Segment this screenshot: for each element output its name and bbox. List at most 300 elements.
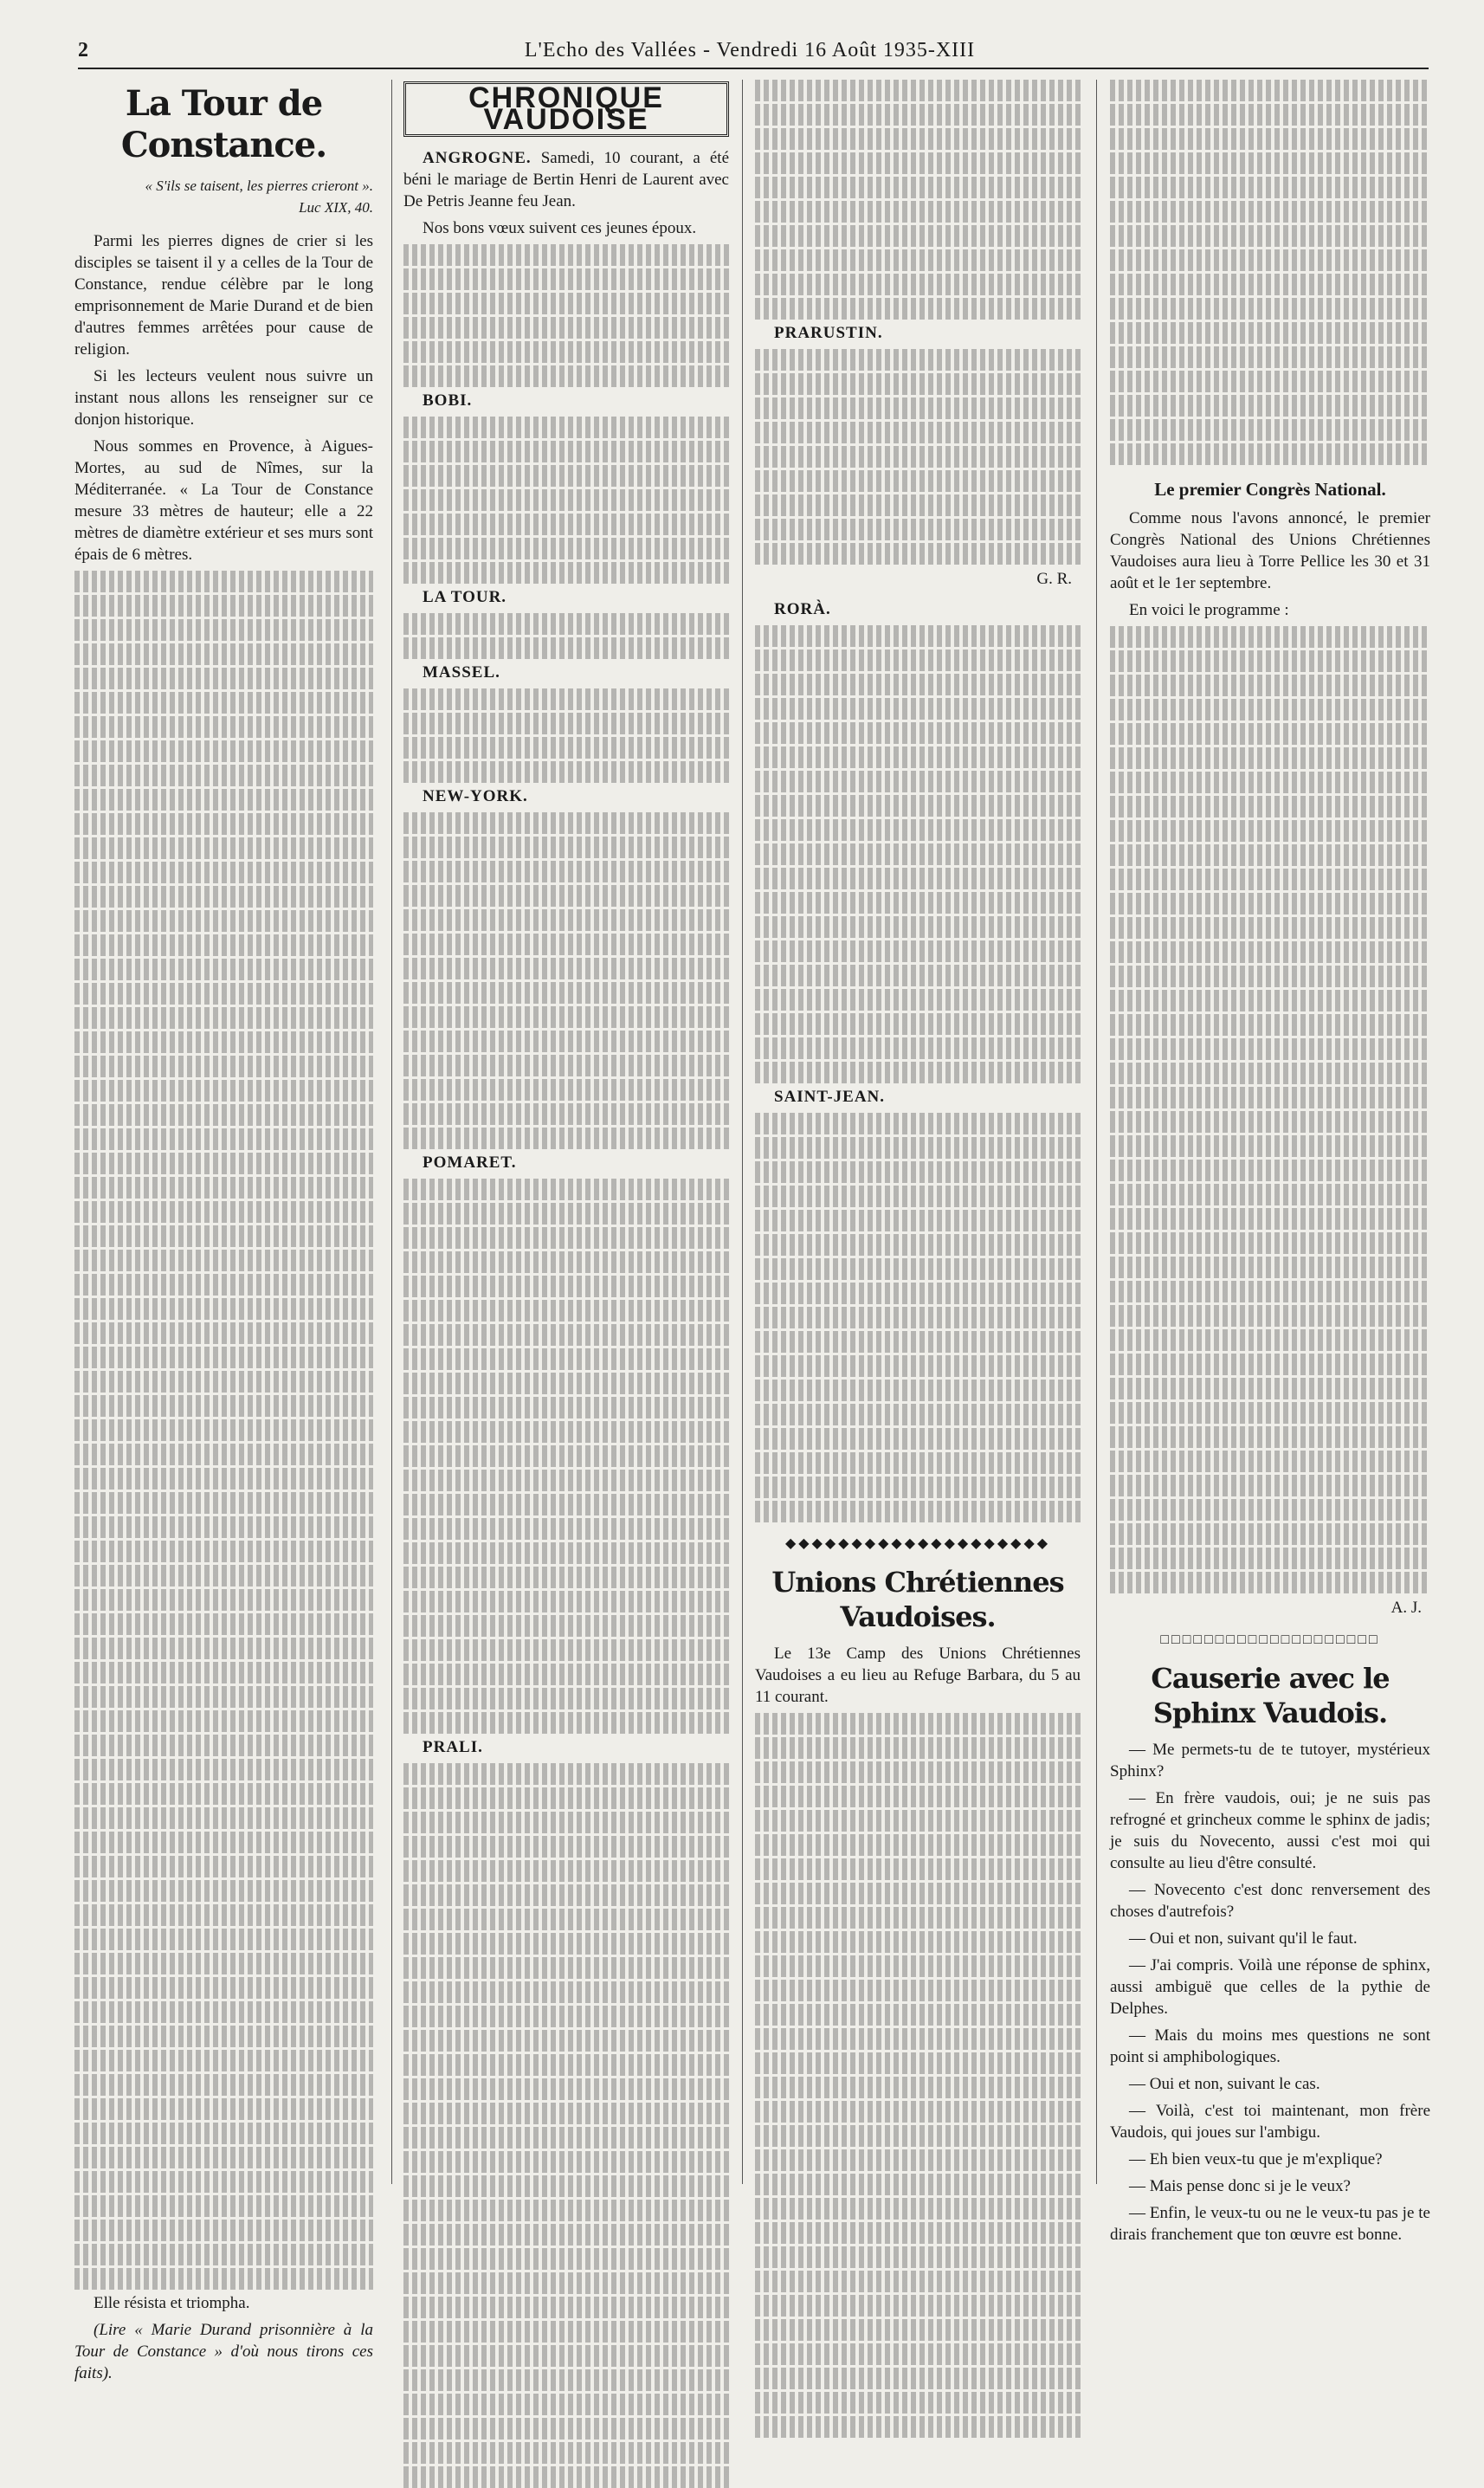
illegible-text-line <box>1110 796 1430 817</box>
illegible-text-line <box>755 843 1081 865</box>
illegible-text-line <box>755 1477 1081 1498</box>
place-name: PRALI. <box>423 1738 483 1756</box>
illegible-text-line <box>755 1907 1081 1929</box>
illegible-text-line <box>755 698 1081 720</box>
illegible-text-line <box>403 2321 729 2343</box>
illegible-text-line <box>74 1807 373 1829</box>
illegible-text-line <box>74 643 373 665</box>
illegible-text-line <box>403 1006 729 1028</box>
illegible-text-line <box>74 1080 373 1102</box>
illegible-text-line <box>403 1324 729 1346</box>
illegible-text-line <box>74 1516 373 1538</box>
illegible-text-line <box>74 765 373 786</box>
place-name: BOBI. <box>423 391 473 410</box>
illegible-text-line <box>1110 772 1430 793</box>
illegible-text-line <box>74 813 373 835</box>
illegible-text-line <box>403 1494 729 1515</box>
illegible-text-line <box>403 293 729 314</box>
illegible-text-line <box>74 1322 373 1344</box>
illegible-text-line <box>755 1834 1081 1856</box>
place-name: RORÀ. <box>774 600 831 618</box>
illegible-text-line <box>74 1298 373 1320</box>
illegible-text-line <box>403 1884 729 1906</box>
illegible-text-line <box>1110 201 1430 223</box>
illegible-text-line <box>403 1712 729 1734</box>
illegible-text-line <box>403 1591 729 1612</box>
illegible-text-line <box>755 625 1081 647</box>
illegible-text-line <box>74 1007 373 1029</box>
illegible-text-line <box>1110 1014 1430 1036</box>
illegible-text-line <box>1110 1257 1430 1278</box>
illegible-text-line <box>1110 1063 1430 1084</box>
illegible-text-line <box>74 1492 373 1514</box>
paragraph: Nous sommes en Provence, à Aigues-Mortes, au sud de Nîmes, sur la Méditerranée. « La Tour de Constance mesure 33 mètres de hauteur; elle a 22 mètres de diamètre extérieur et ses murs sont épais de 6 mètres. <box>74 437 373 564</box>
illegible-text-line <box>755 1883 1081 1904</box>
paragraph: Parmi les pierres dignes de crier si les disciples se taisent il y a celles de la Tour de Constance, rendue célèbre par le long emprisonnement de Marie Durand et de bien d'autres femmes arrêtées pour cause de religion. <box>74 232 373 359</box>
place-name: ANGROGNE. <box>423 149 532 167</box>
illegible-text-line <box>755 2077 1081 2098</box>
illegible-text-line <box>1110 274 1430 295</box>
illegible-text-line <box>403 1397 729 1418</box>
illegible-text-line <box>1110 1232 1430 1254</box>
section-heading: Le premier Congrès National. <box>1154 479 1386 500</box>
illegible-text-line <box>1110 443 1430 465</box>
illegible-text-line <box>403 1300 729 1322</box>
illegible-text-line <box>403 244 729 266</box>
dialogue-line: — Mais pense donc si je le veux? <box>1129 2177 1351 2195</box>
illegible-text-line <box>755 1980 1081 2001</box>
illegible-text-line <box>755 80 1081 101</box>
illegible-text-line <box>1110 1548 1430 1569</box>
illegible-text-line <box>403 1615 729 1637</box>
illegible-text-line <box>755 771 1081 792</box>
illegible-text-line <box>1110 1523 1430 1545</box>
illegible-text-line <box>403 268 729 290</box>
illegible-text-line <box>403 1128 729 1149</box>
article-heading: Causerie avec le Sphinx Vaudois. <box>1151 1662 1390 1729</box>
column-3 <box>755 80 1081 2193</box>
ornamental-rule: □□□□□□□□□□□□□□□□□□□□ <box>1160 1632 1380 1647</box>
illegible-text-line <box>74 1347 373 1368</box>
illegible-text-line <box>74 1929 373 1950</box>
illegible-text-line <box>755 1186 1081 1207</box>
illegible-text-line <box>74 692 373 714</box>
dialogue-line: — Oui et non, suivant qu'il le faut. <box>1129 1929 1358 1948</box>
news-item: ANGROGNE. Samedi, 10 courant, a été béni le mariage de Bertin Henri de Laurent avec De Petris Jeanne feu Jean. <box>403 149 729 210</box>
illegible-text-line <box>755 446 1081 468</box>
illegible-text-line <box>1110 893 1430 914</box>
illegible-text-line <box>403 2078 729 2100</box>
illegible-text-line <box>1110 1475 1430 1496</box>
illegible-text-line <box>403 1445 729 1467</box>
illegible-text-line <box>403 514 729 535</box>
article-heading: La Tour de Constance. <box>120 83 327 165</box>
illegible-text-line <box>74 910 373 932</box>
news-item <box>755 322 1081 344</box>
news-item <box>403 390 729 411</box>
illegible-text-line <box>403 2054 729 2076</box>
illegible-text-line <box>403 1276 729 1297</box>
illegible-text-line <box>755 152 1081 174</box>
illegible-text-line <box>1110 917 1430 939</box>
illegible-text-line <box>755 1955 1081 1977</box>
illegible-text-line <box>74 1904 373 1926</box>
illegible-text-line <box>1110 1281 1430 1302</box>
illegible-text-line <box>74 1104 373 1126</box>
illegible-text-line <box>755 795 1081 817</box>
illegible-text-line <box>1110 723 1430 745</box>
illegible-text-line <box>755 225 1081 247</box>
illegible-text-line <box>755 1062 1081 1083</box>
illegible-text-line <box>74 1589 373 1611</box>
illegible-text-line <box>755 470 1081 492</box>
page-number: 2 <box>78 38 88 61</box>
dialogue-line: — Me permets-tu de te tutoyer, mystérieux Sphinx? <box>1110 1741 1430 1780</box>
illegible-text-line <box>755 1331 1081 1353</box>
illegible-text-line <box>403 1179 729 1200</box>
illegible-text-line <box>74 619 373 641</box>
illegible-text-line <box>755 819 1081 841</box>
illegible-text-line <box>755 2246 1081 2268</box>
illegible-text-line <box>403 1251 729 1273</box>
illegible-text-line <box>74 571 373 592</box>
illegible-text-line <box>74 2026 373 2047</box>
article-heading: Unions Chrétiennes Vaudoises. <box>771 1566 1064 1633</box>
illegible-text-line <box>403 861 729 882</box>
illegible-text-line <box>403 2200 729 2221</box>
illegible-text-line <box>755 2222 1081 2244</box>
illegible-text-line <box>74 1371 373 1393</box>
illegible-text-line <box>403 909 729 931</box>
illegible-text-line <box>1110 1572 1430 1593</box>
illegible-text-line <box>74 1153 373 1174</box>
illegible-text-line <box>403 1639 729 1661</box>
illegible-text-line <box>403 465 729 487</box>
illegible-text-line <box>74 934 373 956</box>
illegible-text-line <box>1110 990 1430 1011</box>
illegible-text-line <box>755 298 1081 320</box>
illegible-text-line <box>403 958 729 979</box>
illegible-text-line <box>755 2052 1081 2074</box>
illegible-text-line <box>1110 869 1430 890</box>
illegible-text-line <box>755 274 1081 295</box>
illegible-text-line <box>755 494 1081 516</box>
illegible-text-line <box>755 1355 1081 1377</box>
illegible-text-line <box>403 538 729 559</box>
illegible-text-line <box>755 543 1081 565</box>
illegible-text-line <box>403 1421 729 1443</box>
illegible-text-line <box>74 886 373 908</box>
illegible-text-line <box>74 2244 373 2265</box>
illegible-text-line <box>1110 225 1430 247</box>
illegible-text-line <box>403 1373 729 1394</box>
illegible-text-line <box>1110 1426 1430 1448</box>
illegible-text-line <box>403 1664 729 1685</box>
news-item <box>403 586 729 608</box>
illegible-text-line <box>74 1953 373 1974</box>
illegible-text-line <box>74 789 373 811</box>
illegible-text-line <box>1110 747 1430 769</box>
illegible-text-line <box>755 1037 1081 1059</box>
illegible-text-line <box>74 716 373 738</box>
illegible-text-line <box>755 649 1081 671</box>
illegible-text-line <box>1110 820 1430 842</box>
illegible-text-line <box>403 1763 729 1785</box>
illegible-text-line <box>755 2198 1081 2220</box>
illegible-text-line <box>755 1234 1081 1256</box>
illegible-text-line <box>74 1468 373 1490</box>
illegible-text-line <box>403 1909 729 1930</box>
illegible-text-line <box>403 1812 729 1833</box>
illegible-text-line <box>755 1113 1081 1134</box>
illegible-text-line <box>755 2295 1081 2317</box>
illegible-text-line <box>74 595 373 617</box>
illegible-text-line <box>1110 1160 1430 1181</box>
illegible-text-line <box>755 989 1081 1011</box>
illegible-text-line <box>74 2050 373 2071</box>
illegible-text-line <box>1110 966 1430 987</box>
epigraph-reference: Luc XIX, 40. <box>299 199 373 216</box>
illegible-text-line <box>403 1203 729 1225</box>
illegible-text-line <box>1110 1135 1430 1157</box>
illegible-text-line <box>755 249 1081 271</box>
illegible-text-line <box>755 2149 1081 2171</box>
illegible-text-line <box>1110 152 1430 174</box>
illegible-text-line <box>403 1787 729 1809</box>
news-item <box>403 1152 729 1173</box>
illegible-text-line <box>755 2174 1081 2195</box>
illegible-text-line <box>755 892 1081 914</box>
illegible-text-line <box>74 668 373 689</box>
illegible-text-line <box>403 688 729 710</box>
illegible-text-line <box>403 934 729 955</box>
illegible-text-line <box>74 1541 373 1562</box>
illegible-text-line <box>755 349 1081 371</box>
illegible-text-line <box>1110 1038 1430 1060</box>
illegible-text-line <box>403 1470 729 1491</box>
illegible-text-line <box>74 1031 373 1053</box>
illegible-text-line <box>403 1079 729 1101</box>
illegible-text-line <box>74 1977 373 1999</box>
illegible-text-line <box>74 1250 373 1271</box>
illegible-text-line <box>403 1055 729 1076</box>
illegible-text-line <box>755 2368 1081 2389</box>
illegible-text-line <box>755 128 1081 150</box>
illegible-text-line <box>1110 346 1430 368</box>
illegible-text-line <box>74 1201 373 1223</box>
illegible-text-line <box>755 965 1081 986</box>
illegible-text-line <box>1110 1208 1430 1230</box>
dialogue-line: — Enfin, le veux-tu ou ne le veux-tu pas je te dirais franchement que ton œuvre est bonne. <box>1110 2204 1430 2244</box>
illegible-text-line <box>403 1518 729 1540</box>
illegible-text-line <box>755 1737 1081 1759</box>
illegible-text-line <box>403 441 729 462</box>
illegible-text-line <box>74 1735 373 1756</box>
illegible-text-line <box>403 885 729 907</box>
illegible-text-line <box>1110 371 1430 392</box>
illegible-text-line <box>403 2175 729 2197</box>
illegible-text-line <box>403 2030 729 2052</box>
illegible-text-block <box>74 571 373 2290</box>
illegible-text-line <box>74 2098 373 2120</box>
illegible-text-line <box>755 422 1081 443</box>
illegible-text-line <box>74 1565 373 1587</box>
illegible-text-line <box>755 1137 1081 1159</box>
illegible-text-line <box>755 397 1081 419</box>
illegible-text-line <box>755 868 1081 889</box>
illegible-text-line <box>74 2001 373 2023</box>
illegible-text-line <box>403 489 729 511</box>
illegible-text-line <box>755 104 1081 126</box>
news-item <box>403 785 729 807</box>
illegible-text-line <box>74 1856 373 1877</box>
illegible-text-line <box>755 1013 1081 1035</box>
paragraph: Le 13e Camp des Unions Chrétiennes Vaudoises a eu lieu au Refuge Barbara, du 5 au 11 courant. <box>755 1645 1081 1706</box>
illegible-text-line <box>74 1419 373 1441</box>
illegible-text-line <box>74 1686 373 1708</box>
illegible-text-line <box>403 2394 729 2415</box>
column-rule <box>742 80 743 2184</box>
illegible-text-line <box>74 1274 373 1296</box>
column-2 <box>403 80 729 2193</box>
illegible-text-line <box>1110 699 1430 721</box>
illegible-text-line <box>403 2442 729 2464</box>
column-1 <box>74 80 373 2382</box>
illegible-text-line <box>74 2220 373 2241</box>
illegible-text-line <box>755 1307 1081 1328</box>
paragraph: En voici le programme : <box>1129 601 1289 619</box>
illegible-text-line <box>755 2392 1081 2414</box>
section-heading: CHRONIQUE VAUDOISE <box>403 81 729 137</box>
place-name: MASSEL. <box>423 663 500 682</box>
illegible-text-line <box>403 1933 729 1955</box>
paragraph: Elle résista et triompha. <box>94 2294 250 2312</box>
illegible-text-line <box>1110 128 1430 150</box>
news-item <box>403 1736 729 1758</box>
illegible-text-line <box>755 2125 1081 2147</box>
news-item <box>755 598 1081 620</box>
illegible-text-line <box>403 1567 729 1588</box>
signature: A. J. <box>1390 1599 1422 1617</box>
illegible-text-line <box>403 2151 729 2173</box>
illegible-text-line <box>1110 249 1430 271</box>
illegible-text-line <box>74 2074 373 2096</box>
ornamental-rule: ◆◆◆◆◆◆◆◆◆◆◆◆◆◆◆◆◆◆◆◆ <box>784 1536 1051 1551</box>
illegible-text-line <box>403 812 729 834</box>
illegible-text-line <box>403 1348 729 1370</box>
place-name: POMARET. <box>423 1154 517 1172</box>
signature: G. R. <box>1036 570 1072 588</box>
illegible-text-line <box>403 737 729 759</box>
place-name: SAINT-JEAN. <box>774 1088 886 1106</box>
illegible-text-line <box>74 959 373 980</box>
illegible-text-line <box>755 373 1081 395</box>
illegible-text-line <box>1110 322 1430 344</box>
illegible-text-line <box>1110 1184 1430 1205</box>
illegible-text-line <box>1110 395 1430 417</box>
illegible-text-line <box>403 1542 729 1564</box>
illegible-text-line <box>755 2101 1081 2123</box>
paragraph: Comme nous l'avons annoncé, le premier Congrès National des Unions Chrétiennes Vaudoises aura lieu à Torre Pellice les 30 et 31 août et le 1er septembre. <box>1110 509 1430 592</box>
illegible-text-line <box>755 1501 1081 1522</box>
illegible-text-line <box>74 1832 373 1853</box>
illegible-text-line <box>755 1713 1081 1735</box>
illegible-text-line <box>1110 104 1430 126</box>
illegible-text-line <box>403 2248 729 2270</box>
illegible-text-line <box>403 317 729 339</box>
illegible-text-line <box>403 417 729 438</box>
illegible-text-line <box>403 2103 729 2124</box>
illegible-text-line <box>755 1283 1081 1304</box>
illegible-text-line <box>755 1380 1081 1401</box>
illegible-text-line <box>1110 419 1430 441</box>
illegible-text-line <box>403 2272 729 2294</box>
illegible-text-line <box>1110 675 1430 696</box>
illegible-text-line <box>755 1161 1081 1183</box>
illegible-text-line <box>74 1710 373 1732</box>
illegible-text-line <box>403 837 729 858</box>
paragraph: Nos bons vœux suivent ces jeunes époux. <box>423 219 697 237</box>
illegible-text-line <box>1110 1402 1430 1424</box>
illegible-text-line <box>74 1662 373 1683</box>
illegible-text-line <box>74 862 373 883</box>
illegible-text-line <box>755 2028 1081 2050</box>
illegible-text-line <box>403 2345 729 2367</box>
illegible-text-line <box>1110 941 1430 963</box>
illegible-text-line <box>1110 1305 1430 1327</box>
illegible-text-line <box>74 2268 373 2290</box>
illegible-text-line <box>74 1613 373 1635</box>
illegible-text-line <box>403 2297 729 2318</box>
illegible-text-line <box>74 1395 373 1417</box>
illegible-text-line <box>403 1103 729 1125</box>
dialogue-line: — Eh bien veux-tu que je m'explique? <box>1129 2150 1383 2168</box>
masthead-title: L'Echo des Vallées - Vendredi 16 Août 1935-XIII <box>524 38 976 61</box>
dialogue-line: — Mais du moins mes questions ne sont point si amphibologiques. <box>1110 2026 1430 2066</box>
illegible-text-line <box>1110 1111 1430 1133</box>
illegible-text-line <box>74 1177 373 1199</box>
paragraph: (Lire « Marie Durand prisonnière à la Tour de Constance » d'où nous tirons ces faits). <box>74 2321 373 2382</box>
illegible-text-line <box>1110 1378 1430 1399</box>
place-name: PRARUSTIN. <box>774 324 883 342</box>
illegible-text-line <box>74 2147 373 2168</box>
illegible-text-line <box>1110 298 1430 320</box>
column-4 <box>1110 80 1430 2244</box>
illegible-text-line <box>755 1858 1081 1880</box>
illegible-text-line <box>1110 650 1430 672</box>
place-name: NEW-YORK. <box>423 787 528 805</box>
dialogue-line: — Voilà, c'est toi maintenant, mon frère Vaudois, qui joues sur l'ambigu. <box>1110 2102 1430 2142</box>
illegible-text-line <box>755 1810 1081 1832</box>
illegible-text-line <box>1110 1329 1430 1351</box>
illegible-text-line <box>755 1258 1081 1280</box>
illegible-text-line <box>74 1444 373 1465</box>
illegible-text-line <box>755 1210 1081 1231</box>
dialogue-line: — Oui et non, suivant le cas. <box>1129 2075 1320 2093</box>
illegible-text-line <box>755 519 1081 540</box>
illegible-text-line <box>403 2418 729 2440</box>
illegible-text-line <box>74 1056 373 1077</box>
illegible-text-line <box>755 2271 1081 2292</box>
illegible-text-line <box>403 1860 729 1882</box>
illegible-text-line <box>755 2319 1081 2341</box>
illegible-text-line <box>403 1836 729 1858</box>
illegible-text-line <box>755 746 1081 768</box>
illegible-text-line <box>74 837 373 859</box>
illegible-text-line <box>1110 80 1430 101</box>
illegible-text-line <box>755 177 1081 198</box>
dialogue-line: — Novecento c'est donc renversement des choses d'autrefois? <box>1110 1881 1430 1921</box>
